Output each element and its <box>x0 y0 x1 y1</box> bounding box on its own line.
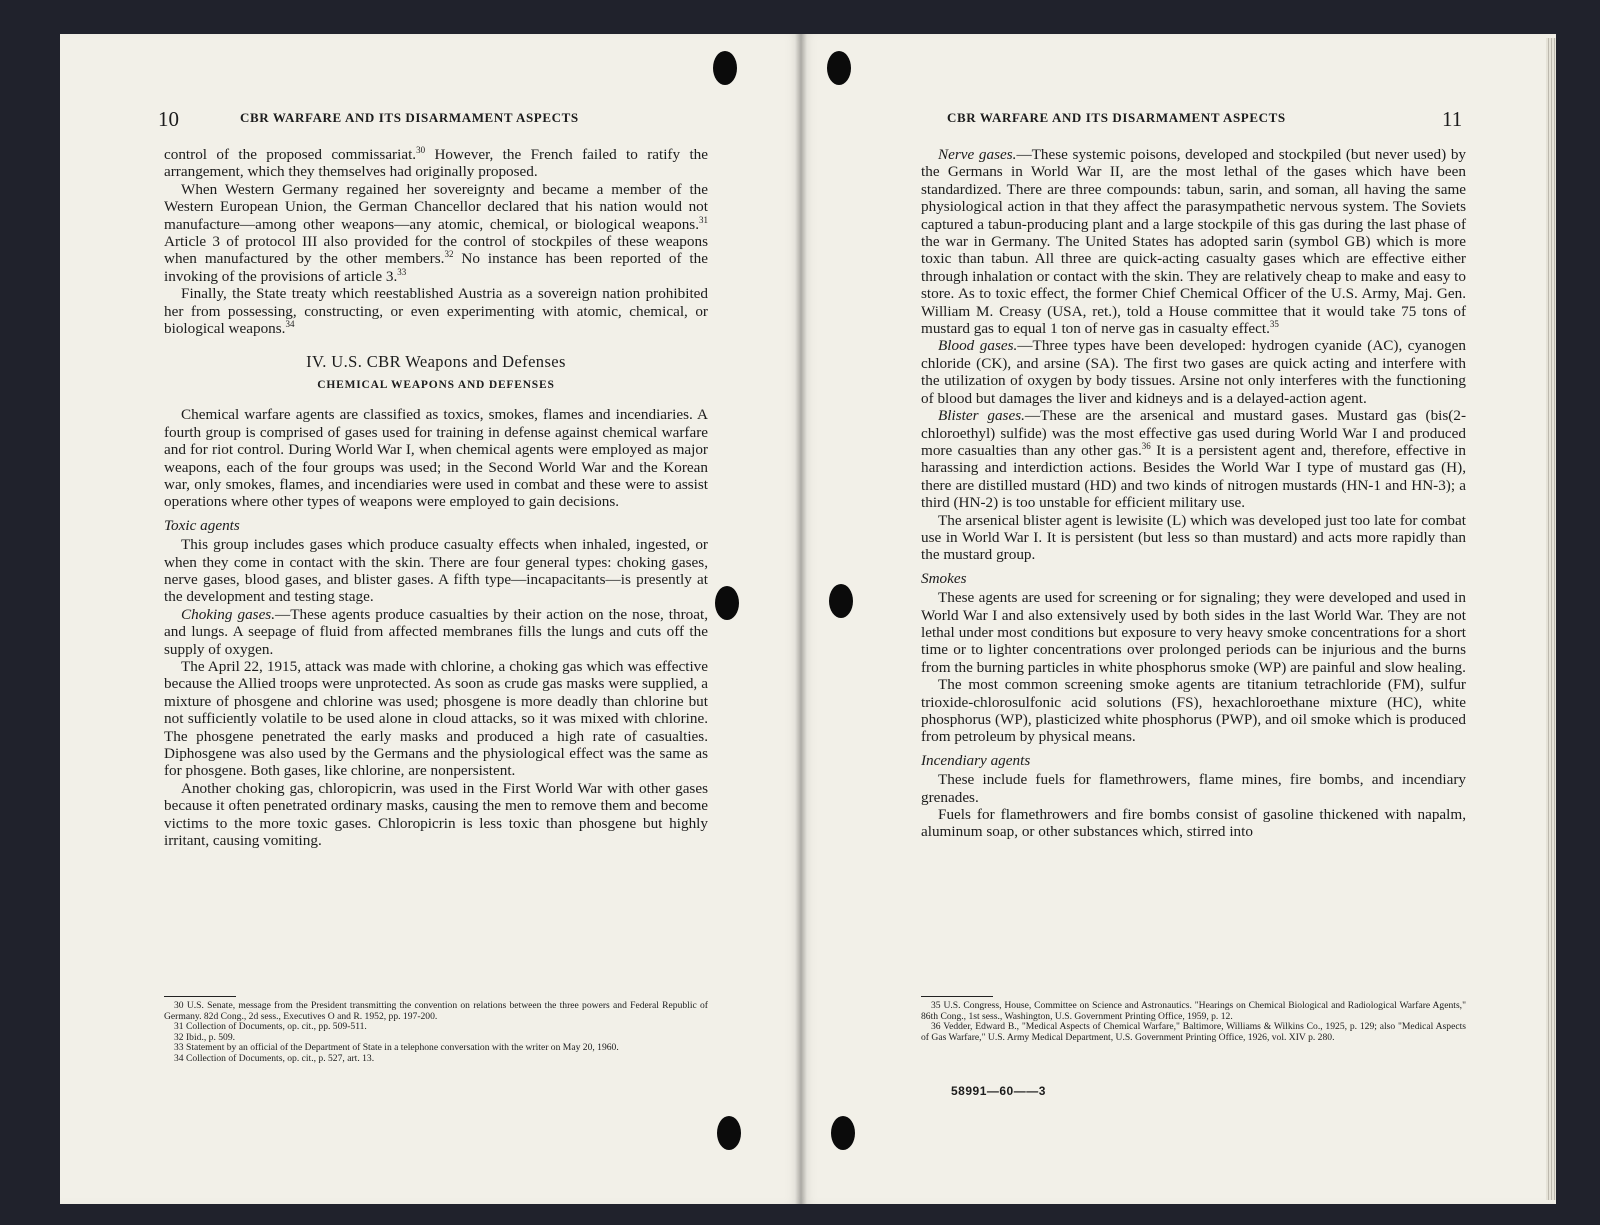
punch-hole <box>713 51 737 85</box>
punch-hole <box>829 584 853 618</box>
footnotes <box>921 996 1466 1043</box>
print-code: 58991—60——3 <box>951 1084 1046 1098</box>
run-in-heading: Blister gases. <box>938 407 1025 425</box>
footnote-ref: 34 <box>285 319 295 329</box>
paragraph: Nerve gases.—These systemic poisons, developed and stockpiled (but never used) by the Germans in World War II, are the most lethal of the gases which have been standardized. There are three compounds: tabun, sarin, and soman, all having the same physiological action in that they affect the parasympathetic nervous system. The Soviets captured a tabun-producing plant and a large stockpile of this gas during the last phase of the war in Germany. The United States has adopted sarin (symbol GB) which is more toxic than tabun. All three are quick-acting casualty gases which are effective either through inhalation or contact with the skin. They are relatively cheap to make and easy to store. As to toxic effect, the former Chief Chemical Officer of the U.S. Army, Maj. Gen. William M. Creasy (USA, ret.), told a House committee that it would take 75 tons of mustard gas to equal 1 ton of nerve gas in casualty effect.$^{35}$ <box>921 146 1467 338</box>
footnote-ref: 32 <box>444 249 454 260</box>
section-heading: IV. U.S. CBR Weapons and Defenses <box>306 352 566 372</box>
paragraph: Fuels for flamethrowers and fire bombs consist of gasoline thickened with napalm, aluminum soap, or other substances which, stirred into <box>921 806 1466 841</box>
page-number: 10 <box>158 107 179 131</box>
footnote: 35 U.S. Congress, House, Committee on Science and Astronautics. "Hearings on Chemical Biological and Radiological Warfare Agents," 86th Cong., 1st sess., Washington, U.S. Government Printing Office, 1959, p. 12. <box>921 1000 1466 1022</box>
paragraph: Chemical warfare agents are classified as toxics, smokes, flames and incendiaries. A fourth group is comprised of gases used for training in defense against chemical warfare and for riot control. During World War I, when chemical agents were employed as major weapons, each of the four groups was used; in the Second World War and the Korean war, only smokes, flames, and incendiaries were used in combat and these were to assist operations where other types of weapons were employed to gain decisions. <box>164 406 708 511</box>
footnote-rule <box>164 996 236 997</box>
paragraph: The April 22, 1915, attack was made with chlorine, a choking gas which was effective because the Allied troops were unprotected. As soon as crude gas masks were supplied, a mixture of phosgene and chlorine was used; phosgene is more deadly than chlorine but not sufficiently volatile to be used alone in cloud attacks, so it was mixed with chlorine. The phosgene penetrated the early masks and produced a high rate of casualties. Diphosgene was also used by the Germans and the physiological effect was the same as for phosgene. Both gases, like chlorine, are nonpersistent. <box>164 657 708 780</box>
page-number: 11 <box>1442 107 1463 131</box>
paragraph: Blister gases.—These are the arsenical and mustard gases. Mustard gas (bis(2-chloroethyl) sulfide) was the most effective gas used during World War I and produced more casualties than any other gas.$^{36}$ It is a persistent agent and, therefore, effective in harassing and interdiction actions. Besides the World War I type of mustard gas (H), there are distilled mustard (HD) and two kinds of nitrogen mustards (HN-1 and HN-3); a third (HN-2) is too unstable for efficient military use. <box>921 407 1467 512</box>
subheading-toxic-agents: Toxic agents <box>164 516 240 534</box>
run-in-heading: Choking gases. <box>181 605 276 623</box>
subheading-incendiary-agents: Incendiary agents <box>921 751 1031 769</box>
paragraph: control of the proposed commissariat.$^{30}$ However, the French failed to ratify the arrangement, which they themselves had originally proposed. <box>164 144 708 181</box>
footnote-ref: 36 <box>1141 440 1151 451</box>
footnote-ref: 33 <box>397 266 407 277</box>
page-edge <box>1546 38 1556 1200</box>
footnote: 30 U.S. Senate, message from the President transmitting the convention on relations between the three powers and Federal Republic of Germany. 82d Cong., 2d sess., Executives O and R. 1952, pp. 197-200. <box>164 1000 708 1022</box>
paragraph: Blood gases.—Three types have been developed: hydrogen cyanide (AC), cyanogen chloride (CK), and arsine (SA). The first two gases are quick acting and interfere with the utilization of oxygen by body tissues. Arsine not only interferes with the functioning of blood but damages the liver and kidneys and is a delayed-action agent. <box>921 337 1466 407</box>
subsection-heading: CHEMICAL WEAPONS AND DEFENSES <box>317 378 555 391</box>
subheading-smokes: Smokes <box>921 569 967 587</box>
paragraph: This group includes gases which produce casualty effects when inhaled, ingested, or when they come in contact with the skin. There are four general types: choking gases, nerve gases, blood gases, and blister gases. A fifth type—incapacitants—is presently at the development and testing stage. <box>164 536 708 606</box>
run-in-heading: Blood gases. <box>938 337 1018 355</box>
right-page <box>801 34 1556 1204</box>
run-in-heading: Nerve gases. <box>938 146 1017 163</box>
running-head: CBR WARFARE AND ITS DISARMAMENT ASPECTS <box>240 110 579 125</box>
footnote: 32 Ibid., p. 509. <box>174 1031 236 1043</box>
footnote-rule <box>921 996 993 997</box>
footnote-ref: 30 <box>416 144 426 155</box>
book-spread <box>56 34 1546 1204</box>
paragraph: Another choking gas, chloropicrin, was used in the First World War with other gases because it often penetrated ordinary masks, causing the men to remove them and become victims to the more toxic gases. Chloropicrin is less toxic than phosgene but highly irritant, causing vomiting. <box>164 779 708 850</box>
paragraph: Finally, the State treaty which reestablished Austria as a sovereign nation prohibited her from possessing, constructing, or even experimenting with atomic, chemical, or biological weapons.$^{34}$ <box>164 285 708 338</box>
punch-hole <box>717 1116 741 1150</box>
footnote: 34 Collection of Documents, op. cit., p. 527, art. 13. <box>174 1052 375 1064</box>
paragraph: These include fuels for flamethrowers, flame mines, fire bombs, and incendiary grenades. <box>921 771 1466 806</box>
footnote-ref: 31 <box>699 214 708 225</box>
footnote: 33 Statement by an official of the Department of State in a telephone conversation with the writer on May 20, 1960. <box>174 1042 619 1054</box>
paragraph: The arsenical blister agent is lewisite (L) which was developed just too late for combat use in World War I. It is persistent (but less so than mustard) and acts more rapidly than the mustard group. <box>921 511 1466 564</box>
left-page <box>60 34 801 1204</box>
punch-hole <box>715 586 739 620</box>
footnote-ref: 35 <box>1269 319 1279 329</box>
paragraph: These agents are used for screening or for signaling; they were developed and used in World War I and also extensively used by both sides in the last World War. They are not lethal under most conditions but exposure to very heavy smoke concentrations for a short time or to lighter concentrations over prolonged periods can be injurious and the burns from the burning particles in white phosphorus smoke (WP) are painful and slow healing. <box>921 589 1466 676</box>
gutter-fold <box>795 34 807 1204</box>
body-text <box>164 146 708 849</box>
body-text <box>921 146 1466 841</box>
running-head: CBR WARFARE AND ITS DISARMAMENT ASPECTS <box>947 110 1286 125</box>
paragraph: When Western Germany regained her sovereignty and became a member of the Western European Union, the German Chancellor declared that his nation would not manufacture—among other weapons—any atomic, chemical, or biological weapons.$^{31}$ Article 3 of protocol III also provided for the control of stockpiles of these weapons when manufactured by the other members.$^{32}$ No instance has been reported of the invoking of the provisions of article 3.33 <box>164 180 708 285</box>
footnote: 31 Collection of Documents, op. cit., pp. 509-511. <box>174 1021 367 1033</box>
footnote: 36 Vedder, Edward B., "Medical Aspects of Chemical Warfare," Baltimore, Williams & Wilkins Co., 1925, p. 129; also "Medical Aspects of Gas Warfare," U.S. Army Medical Department, U.S. Government Printing Office, 1926, vol. XIV p. 280. <box>921 1021 1466 1043</box>
paragraph: Choking gases.—These agents produce casualties by their action on the nose, throat, and lungs. A seepage of fluid from affected membranes fills the lungs and cuts off the supply of oxygen. <box>164 605 709 658</box>
footnotes <box>164 996 708 1065</box>
paragraph: The most common screening smoke agents are titanium tetrachloride (FM), sulfur trioxide-chlorosulfonic acid solutions (FS), hexachloroethane mixture (HC), white phosphorus (WP), plasticized white phosphorus (PWP), and oil smoke which is produced from petroleum by physical means. <box>921 676 1466 746</box>
punch-hole <box>831 1116 855 1150</box>
punch-hole <box>827 51 851 85</box>
